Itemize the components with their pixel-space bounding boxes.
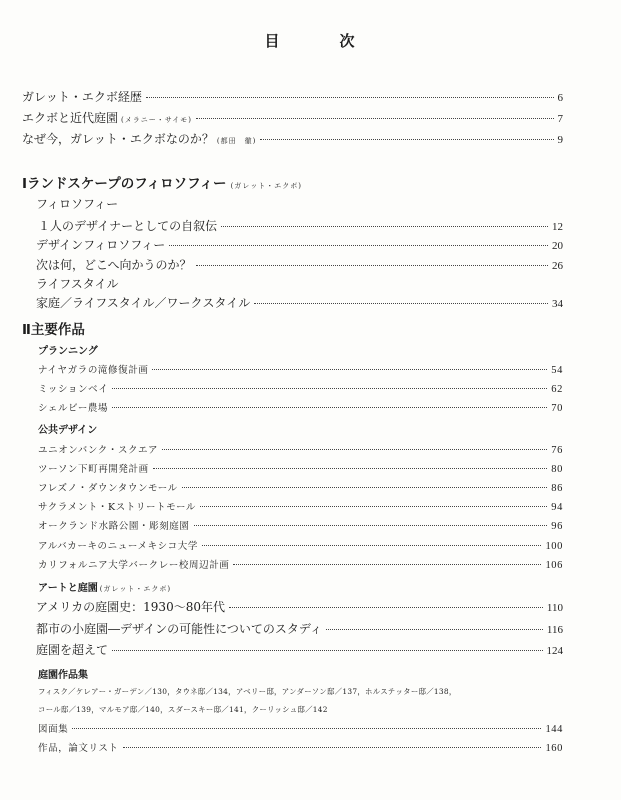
toc-entry	[38, 362, 563, 376]
dot-leader	[260, 138, 553, 140]
section-heading-planning: プランニング	[38, 346, 98, 357]
entry-label: シェルビー農場	[38, 403, 109, 414]
entry-label: ナイヤガラの滝修復計画	[38, 365, 149, 376]
dot-leader	[153, 467, 548, 469]
dot-leader	[112, 387, 547, 389]
toc-entry	[38, 721, 563, 735]
entry-label: 家庭／ライフスタイル／ワークスタイル	[36, 296, 251, 310]
part1-author: (ガレット・エクボ)	[230, 182, 302, 190]
entry-page: 70	[551, 403, 563, 414]
toc-entry	[36, 236, 563, 253]
entry-label: ガレット・エクボ経歴	[22, 90, 142, 104]
toc-entry	[38, 480, 563, 494]
toc-entry	[36, 620, 563, 637]
entry-page: 20	[552, 240, 563, 252]
toc-entry	[38, 557, 563, 571]
entry-page: 94	[551, 502, 563, 513]
entry-label: ミッションベイ	[38, 384, 109, 395]
entry-label: カリフォルニア大学バークレー校周辺計画	[38, 560, 230, 571]
entry-label: エクボと近代庭園	[22, 111, 119, 125]
section-heading-public: 公共デザイン	[38, 425, 98, 436]
art-author: (ガレット・エクボ)	[99, 585, 172, 593]
entry-label: 都市の小庭園―デザインの可能性についてのスタディ	[36, 622, 322, 636]
toc-entry	[38, 400, 563, 414]
toc-entry	[36, 294, 563, 311]
dot-leader	[123, 746, 542, 748]
toc-entry	[38, 217, 563, 234]
entry-label: １人のデザイナーとしての自叙伝	[38, 219, 218, 233]
entry-label: 次は何，どこへ向かうのか？	[36, 258, 192, 272]
entry-label: デザインフィロソフィー	[36, 238, 166, 252]
toc-entry	[38, 740, 563, 754]
section-heading-art	[38, 579, 171, 594]
entry-page: 76	[551, 445, 563, 456]
toc-entry	[38, 381, 563, 395]
dot-leader	[196, 117, 554, 119]
dot-leader	[202, 544, 541, 546]
toc-entry	[38, 518, 563, 532]
toc-entry	[38, 442, 563, 456]
entry-label: オークランド水路公園・彫刻庭園	[38, 521, 190, 532]
entry-page: 160	[545, 743, 563, 754]
entry-label: アルバカーキのニューメキシコ大学	[38, 541, 198, 552]
entry-label: アメリカの庭園史：1930～80年代	[36, 600, 225, 614]
dot-leader	[254, 302, 548, 304]
entry-label: ユニオンバンク・スクエア	[38, 445, 159, 456]
dot-leader	[162, 448, 547, 450]
part2-heading: Ⅱ主要作品	[22, 322, 85, 338]
part1-sub-heading: フィロソフィー	[36, 197, 119, 211]
toc-entry	[38, 538, 563, 552]
entry-author: (都田 徹)	[216, 137, 257, 145]
section-heading-garden: 庭園作品集	[38, 670, 88, 681]
garden-works-line: コール邸／139，マルモア邸／140，スダースキー邸／141，クーリッシュ邸／142	[38, 705, 328, 714]
entry-page: 116	[546, 624, 563, 636]
entry-page: 106	[545, 560, 563, 571]
part1-title: Ⅰランドスケープのフィロソフィー	[22, 176, 227, 192]
dot-leader	[182, 486, 548, 488]
entry-page: 100	[545, 541, 563, 552]
entry-page: 54	[551, 365, 563, 376]
entry-label: サクラメント・Kストリートモール	[38, 502, 196, 513]
toc-entry	[36, 256, 563, 273]
dot-leader	[200, 505, 547, 507]
entry-label: フレズノ・ダウンタウンモール	[38, 483, 178, 494]
part1-sub-heading: ライフスタイル	[36, 277, 119, 291]
dot-leader	[229, 606, 543, 608]
entry-label: ツーソン下町再開発計画	[38, 464, 149, 475]
dot-leader	[146, 96, 554, 98]
toc-entry	[22, 109, 563, 126]
entry-page: 34	[552, 298, 563, 310]
entry-page: 6	[557, 92, 563, 104]
entry-author: (メラニー・サイモ)	[121, 116, 192, 124]
entry-label: 図面集	[38, 724, 69, 735]
dot-leader	[169, 244, 548, 246]
entry-label: なぜ今，ガレット・エクボなのか？	[22, 132, 214, 146]
entry-page: 26	[552, 260, 563, 272]
dot-leader	[112, 406, 547, 408]
toc-entry	[36, 641, 563, 658]
entry-page: 144	[545, 724, 563, 735]
dot-leader	[112, 649, 542, 651]
toc-entry	[36, 598, 563, 615]
dot-leader	[196, 264, 548, 266]
garden-works-line: フィスク／ケレアー・ガーデン／130，タウネ邸／134，アベリー邸，アンダーソン邸／137，ホルステッター邸／138，	[38, 687, 457, 696]
entry-page: 62	[551, 384, 563, 395]
part1-heading	[22, 172, 302, 192]
page-title	[0, 30, 621, 51]
entry-page: 12	[552, 221, 563, 233]
entry-page: 110	[546, 602, 563, 614]
entry-page: 96	[551, 521, 563, 532]
dot-leader	[326, 628, 543, 630]
dot-leader	[152, 368, 547, 370]
title-char-2: 次	[339, 32, 357, 50]
art-heading-label: アートと庭園	[38, 583, 98, 594]
toc-entry	[38, 499, 563, 513]
entry-label: 作品，論文リスト	[38, 743, 119, 754]
dot-leader	[194, 524, 548, 526]
entry-page: 9	[557, 134, 563, 146]
dot-leader	[72, 727, 541, 729]
title-char-1: 目	[264, 32, 282, 50]
entry-label: 庭園を超えて	[36, 643, 109, 657]
toc-entry	[22, 130, 563, 147]
entry-page: 80	[551, 464, 563, 475]
toc-entry	[22, 88, 563, 105]
entry-page: 124	[546, 645, 563, 657]
dot-leader	[221, 225, 548, 227]
entry-page: 86	[551, 483, 563, 494]
entry-page: 7	[557, 113, 563, 125]
dot-leader	[233, 563, 541, 565]
toc-entry	[38, 461, 563, 475]
